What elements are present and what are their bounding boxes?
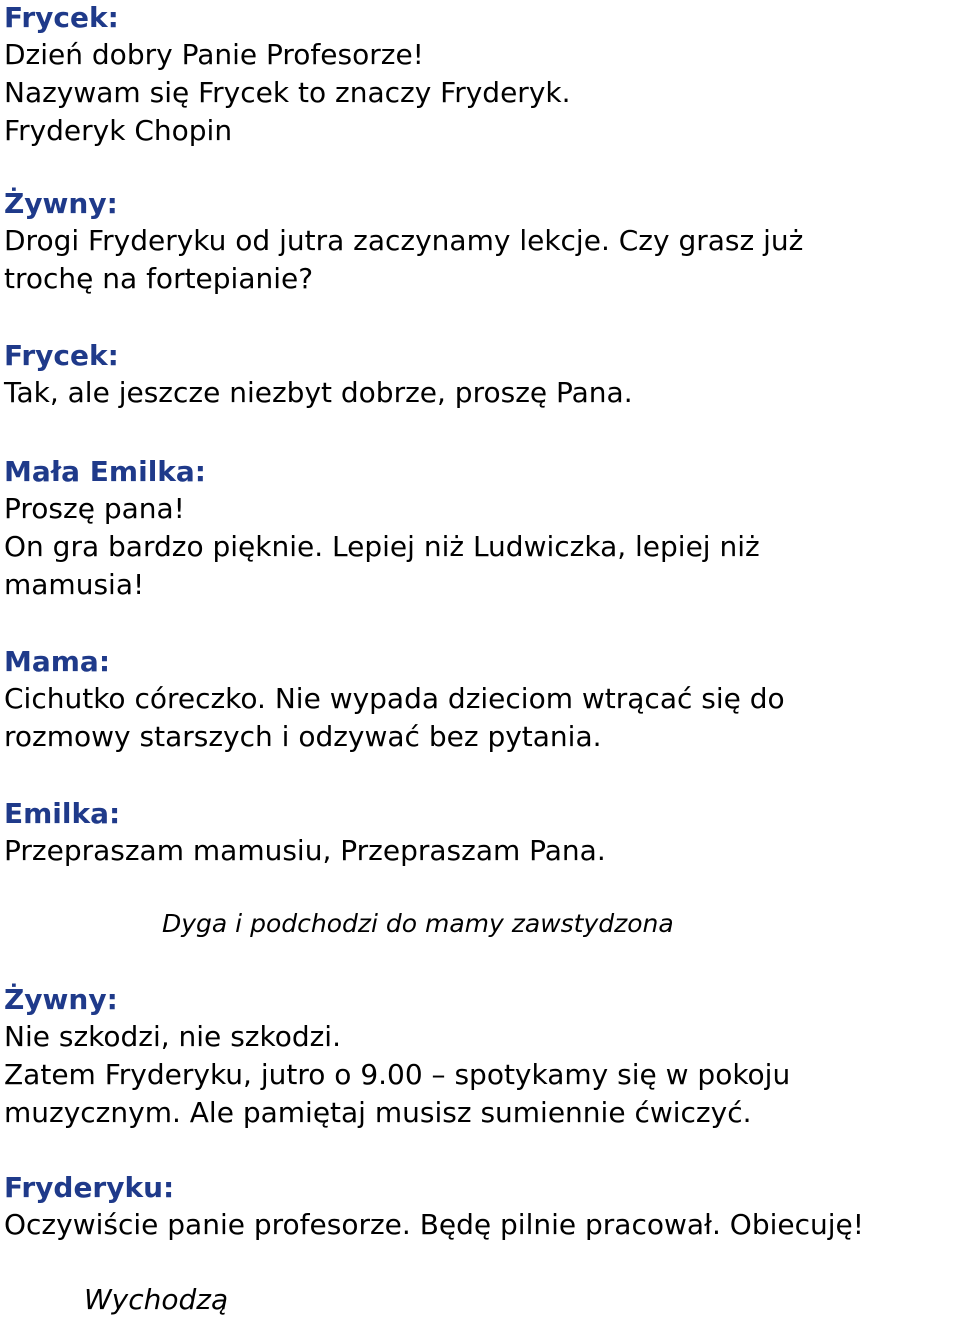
- dialogue-block-mama: [4, 644, 960, 756]
- speaker-name: Mała Emilka:: [4, 455, 207, 488]
- dialogue-line: Proszę pana!: [4, 492, 185, 525]
- dialogue-block-fryderyku: [4, 1170, 960, 1244]
- dialogue-line: Drogi Fryderyku od jutra zaczynamy lekcje. Czy grasz już: [4, 224, 804, 257]
- speaker-name: Frycek:: [4, 1, 119, 34]
- dialogue-line: On gra bardzo pięknie. Lepiej niż Ludwiczka, lepiej niż: [4, 530, 760, 563]
- stage-direction: Dyga i podchodzi do mamy zawstydzona: [162, 909, 674, 938]
- dialogue-block-mala-emilka: [4, 454, 960, 604]
- dialogue-line: Nazywam się Frycek to znaczy Fryderyk.: [4, 76, 571, 109]
- dialogue-block-emilka: [4, 796, 960, 870]
- dialogue-block-frycek-2: [4, 338, 960, 412]
- speaker-name: Emilka:: [4, 797, 121, 830]
- dialogue-line: Cichutko córeczko. Nie wypada dzieciom wtrącać się do: [4, 682, 785, 715]
- dialogue-line: Fryderyk Chopin: [4, 114, 233, 147]
- speaker-name: Fryderyku:: [4, 1171, 175, 1204]
- dialogue-line: Zatem Fryderyku, jutro o 9.00 – spotykamy się w pokoju: [4, 1058, 791, 1091]
- speaker-name: Żywny:: [4, 983, 118, 1016]
- dialogue-line: trochę na fortepianie?: [4, 262, 314, 295]
- dialogue-line: muzycznym. Ale pamiętaj musisz sumiennie ćwiczyć.: [4, 1096, 752, 1129]
- dialogue-block-zywny-1: [4, 186, 960, 298]
- speaker-name: Żywny:: [4, 187, 118, 220]
- dialogue-line: Przepraszam mamusiu, Przepraszam Pana.: [4, 834, 606, 867]
- dialogue-line: Dzień dobry Panie Profesorze!: [4, 38, 424, 71]
- speaker-name: Mama:: [4, 645, 111, 678]
- dialogue-block-zywny-2: [4, 982, 960, 1132]
- dialogue-line: Oczywiście panie profesorze. Będę pilnie pracował. Obiecuję!: [4, 1208, 864, 1241]
- speaker-name: Frycek:: [4, 339, 119, 372]
- dialogue-line: Tak, ale jeszcze niezbyt dobrze, proszę Pana.: [4, 376, 633, 409]
- dialogue-line: mamusia!: [4, 568, 145, 601]
- dialogue-line: rozmowy starszych i odzywać bez pytania.: [4, 720, 602, 753]
- dialogue-block-frycek-1: [4, 0, 960, 150]
- dialogue-line: Nie szkodzi, nie szkodzi.: [4, 1020, 341, 1053]
- stage-direction: Wychodzą: [84, 1283, 229, 1316]
